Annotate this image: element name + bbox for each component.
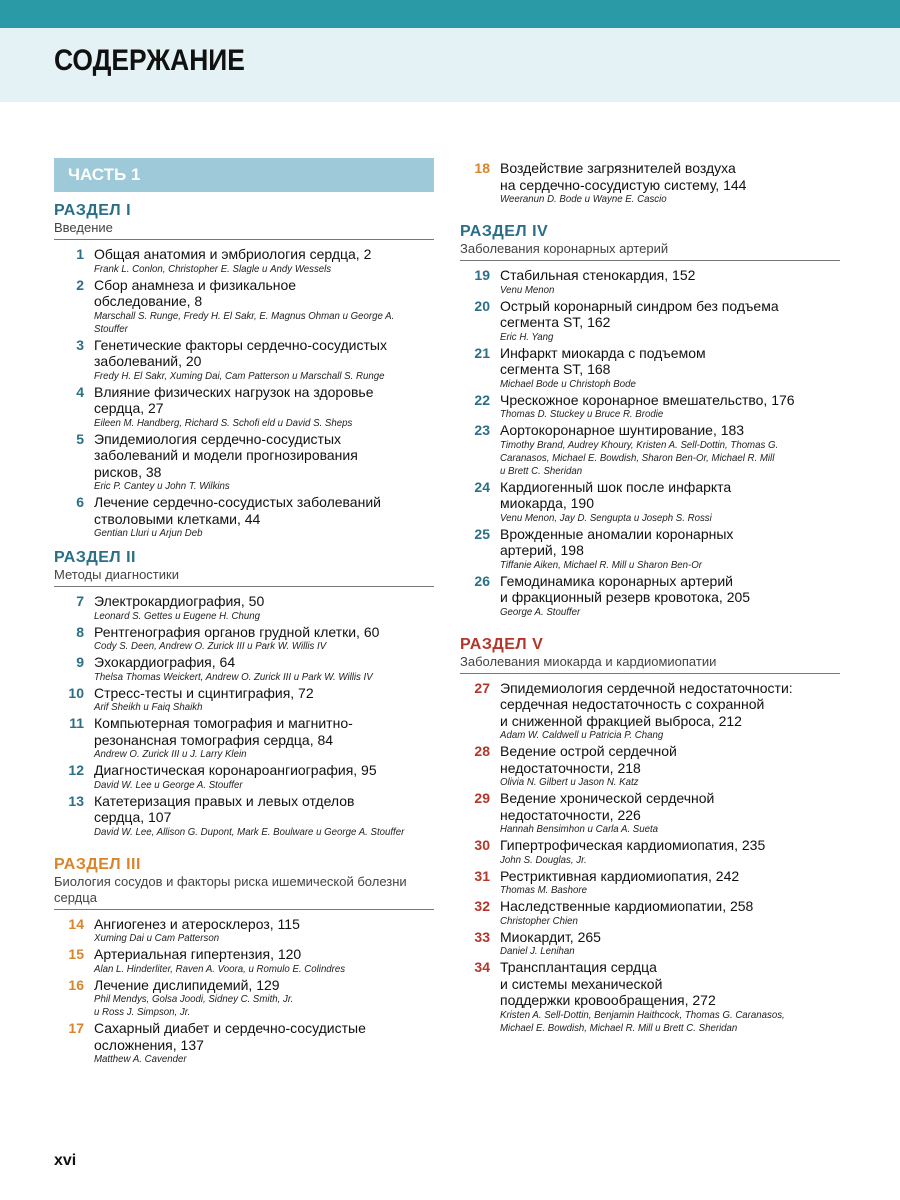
- chapter-entry: [460, 868, 840, 898]
- chapter-body: [94, 624, 434, 654]
- chapter-title: Эпидемиология сердечной недостаточности: сердечная недостаточность с сохранной и сниженной фракцией выброса, 212: [500, 679, 793, 729]
- chapter-body: [94, 793, 434, 839]
- chapter-title: Компьютерная томография и магнитно- резонансная томография сердца, 84: [94, 715, 353, 748]
- chapter-number: 24: [474, 478, 490, 495]
- chapter-body: [500, 298, 840, 344]
- chapter-entry: [460, 392, 840, 422]
- section-heading: РАЗДЕЛ IV: [460, 223, 549, 240]
- chapter-list: [460, 267, 840, 619]
- toc-left-column: [54, 158, 434, 1067]
- chapter-body: [500, 868, 840, 898]
- chapter-authors: Weeranun D. Bode и Wayne E. Cascio: [500, 193, 667, 205]
- chapter-authors: Daniel J. Lenihan: [500, 945, 575, 957]
- chapter-list: [54, 593, 434, 839]
- chapter-list: [54, 916, 434, 1067]
- chapter-number: 17: [68, 1020, 84, 1036]
- chapter-body: [500, 743, 840, 789]
- chapter-entry: [460, 929, 840, 959]
- chapter-title: Гемодинамика коронарных артерий и фракционный резерв кровотока, 205: [500, 572, 751, 605]
- chapter-body: [94, 337, 434, 383]
- chapter-entry: [54, 277, 434, 336]
- chapter-body: [94, 762, 434, 792]
- chapter-authors: Frank L. Conlon, Christopher E. Slagle и Andy Wessels: [94, 262, 332, 275]
- chapter-body: [500, 837, 840, 867]
- top-color-band: [0, 0, 900, 28]
- section-3-continued: [460, 160, 840, 206]
- chapter-authors: Thomas D. Stuckey и Bruce R. Brodie: [500, 408, 664, 420]
- chapter-title: Катетеризация правых и левых отделов сердца, 107: [94, 792, 355, 825]
- chapter-body: [500, 929, 840, 959]
- chapter-body: [94, 277, 434, 336]
- chapter-authors: Eileen M. Handberg, Richard S. Schofi eld и David S. Sheps: [94, 416, 353, 429]
- chapter-entry: [54, 593, 434, 623]
- chapter-authors: Venu Menon: [500, 283, 555, 296]
- chapter-entry: [54, 384, 434, 430]
- chapter-entry: [460, 479, 840, 525]
- chapter-number: 34: [474, 959, 490, 975]
- chapter-title: Воздействие загрязнителей воздуха на сердечно-сосудистую систему, 144: [500, 160, 747, 193]
- chapter-body: [500, 392, 840, 422]
- chapter-title: Ведение хронической сердечной недостаточности, 226: [500, 790, 715, 823]
- chapter-body: [500, 573, 840, 619]
- chapter-authors: Cody S. Deen, Andrew O. Zurick III и Park W. Willis IV: [94, 640, 327, 652]
- chapter-authors: Christopher Chien: [500, 914, 578, 927]
- chapter-entry: [54, 685, 434, 715]
- chapter-number: 6: [76, 494, 84, 510]
- chapter-entry: [460, 298, 840, 344]
- chapter-authors: Andrew O. Zurick III и J. Larry Klein: [94, 748, 247, 760]
- chapter-number: 2: [76, 276, 84, 293]
- chapter-entry: [460, 743, 840, 789]
- chapter-title: Инфаркт миокарда с подъемом сегмента ST, 168: [500, 344, 706, 377]
- chapter-body: [500, 422, 840, 478]
- chapter-body: [500, 160, 840, 206]
- chapter-body: [500, 345, 840, 391]
- chapter-title: Рестриктивная кардиомиопатия, 242: [500, 867, 740, 884]
- chapter-number: 31: [474, 867, 490, 884]
- chapter-title: Эпидемиология сердечно-сосудистых заболеваний и модели прогнозирования рисков, 38: [94, 430, 358, 480]
- chapter-number: 9: [76, 654, 84, 670]
- chapter-number: 33: [474, 928, 490, 945]
- chapter-list: [460, 160, 840, 206]
- chapter-title: Влияние физических нагрузок на здоровье сердца, 27: [94, 383, 374, 416]
- chapter-entry: [460, 526, 840, 572]
- chapter-body: [94, 1020, 434, 1066]
- chapter-body: [94, 685, 434, 715]
- chapter-title: Общая анатомия и эмбриология сердца, 2: [94, 246, 372, 262]
- chapter-title: Ведение острой сердечной недостаточности, 218: [500, 743, 677, 776]
- chapter-entry: [54, 916, 434, 946]
- chapter-authors: Arif Sheikh и Faiq Shaikh: [94, 701, 203, 713]
- chapter-body: [94, 715, 434, 761]
- chapter-number: 16: [68, 976, 84, 993]
- chapter-authors: Alan L. Hinderliter, Raven A. Voora, и Romulo E. Colindres: [94, 962, 346, 975]
- chapter-entry: [54, 762, 434, 792]
- chapter-body: [94, 977, 434, 1020]
- chapter-authors: Fredy H. El Sakr, Xuming Dai, Cam Patterson и Marschall S. Runge: [94, 369, 385, 382]
- chapter-title: Острый коронарный синдром без подъема сегмента ST, 162: [500, 297, 779, 330]
- part-banner: ЧАСТЬ 1: [54, 158, 434, 192]
- chapter-title: Диагностическая коронароангиография, 95: [94, 762, 377, 778]
- chapter-number: 14: [68, 915, 84, 932]
- chapter-title: Сахарный диабет и сердечно-сосудистые осложнения, 137: [94, 1020, 366, 1053]
- chapter-number: 30: [474, 837, 490, 853]
- chapter-number: 8: [76, 623, 84, 640]
- chapter-number: 32: [474, 898, 490, 914]
- chapter-body: [94, 916, 434, 946]
- chapter-title: Чрескожное коронарное вмешательство, 176: [500, 391, 795, 408]
- section-heading: РАЗДЕЛ V: [460, 635, 544, 653]
- chapter-title: Эхокардиография, 64: [94, 654, 236, 670]
- chapter-title: Лечение сердечно-сосудистых заболеваний стволовыми клетками, 44: [94, 494, 381, 527]
- section-subtitle: Методы диагностики: [54, 567, 434, 587]
- chapter-authors: Phil Mendys, Golsa Joodi, Sidney C. Smith, Jr. и Ross J. Simpson, Jr.: [94, 993, 294, 1018]
- chapter-authors: Michael Bode и Christoph Bode: [500, 377, 636, 390]
- chapter-authors: George A. Stouffer: [500, 605, 581, 618]
- chapter-body: [500, 790, 840, 836]
- chapter-body: [94, 384, 434, 430]
- chapter-entry: [460, 160, 840, 206]
- chapter-body: [94, 494, 434, 540]
- chapter-title: Гипертрофическая кардиомиопатия, 235: [500, 837, 766, 853]
- chapter-title: Трансплантация сердца и системы механической поддержки кровообращения, 272: [500, 959, 716, 1008]
- chapter-body: [500, 526, 840, 572]
- section-4: [460, 223, 840, 619]
- section-heading: РАЗДЕЛ II: [54, 549, 136, 566]
- chapter-entry: [54, 715, 434, 761]
- chapter-authors: Kristen A. Sell-Dottin, Benjamin Haithcock, Thomas G. Caranasos, Michael E. Bowdish, Michael R. Mill и Brett C. Sheridan: [500, 1008, 785, 1034]
- chapter-authors: Xuming Dai и Cam Patterson: [94, 932, 220, 944]
- chapter-body: [94, 946, 434, 976]
- chapter-title: Электрокардиография, 50: [94, 593, 265, 609]
- chapter-number: 7: [76, 593, 84, 609]
- chapter-number: 23: [474, 422, 490, 438]
- chapter-entry: [460, 422, 840, 478]
- chapter-number: 10: [68, 684, 84, 701]
- chapter-title: Сбор анамнеза и физикальное обследование, 8: [94, 276, 297, 309]
- chapter-authors: David W. Lee и George A. Stouffer: [94, 778, 243, 791]
- chapter-body: [500, 959, 840, 1035]
- chapter-authors: Thelsa Thomas Weickert, Andrew O. Zurick III и Park W. Willis IV: [94, 670, 373, 683]
- chapter-body: [500, 479, 840, 525]
- chapter-authors: Tiffanie Aiken, Michael R. Mill и Sharon Ben-Or: [500, 558, 702, 571]
- chapter-authors: Eric P. Cantey и John T. Wilkins: [94, 480, 230, 492]
- chapter-authors: Matthew A. Cavender: [94, 1053, 187, 1065]
- chapter-entry: [460, 898, 840, 928]
- chapter-authors: Hannah Bensimhon и Carla A. Sueta: [500, 823, 659, 835]
- chapter-body: [500, 898, 840, 928]
- chapter-entry: [460, 680, 840, 743]
- section-3: [54, 856, 434, 1067]
- chapter-authors: Eric H. Yang: [500, 330, 554, 343]
- chapter-number: 22: [474, 391, 490, 408]
- chapter-entry: [54, 977, 434, 1020]
- chapter-body: [500, 267, 840, 297]
- chapter-entry: [460, 959, 840, 1035]
- chapter-title: Кардиогенный шок после инфаркта миокарда, 190: [500, 478, 732, 511]
- chapter-authors: David W. Lee, Allison G. Dupont, Mark E. Boulware и George A. Stouffer: [94, 825, 405, 838]
- chapter-number: 25: [474, 525, 490, 542]
- chapter-body: [94, 431, 434, 494]
- section-1: [54, 202, 434, 540]
- section-heading: РАЗДЕЛ I: [54, 202, 132, 219]
- chapter-authors: Leonard S. Gettes и Eugene H. Chung: [94, 609, 260, 622]
- chapter-number: 18: [474, 160, 490, 176]
- chapter-authors: Thomas M. Bashore: [500, 884, 587, 896]
- chapter-list: [460, 680, 840, 1035]
- chapter-body: [94, 246, 434, 276]
- chapter-number: 4: [76, 383, 84, 400]
- section-heading: РАЗДЕЛ III: [54, 855, 141, 873]
- chapter-entry: [54, 624, 434, 654]
- page-number: xvi: [54, 1152, 77, 1169]
- section-subtitle: Заболевания миокарда и кардиомиопатии: [460, 654, 840, 674]
- chapter-number: 3: [76, 336, 84, 353]
- chapter-title: Стресс-тесты и сцинтиграфия, 72: [94, 684, 314, 701]
- chapter-title: Стабильная стенокардия, 152: [500, 267, 696, 283]
- chapter-entry: [54, 494, 434, 540]
- chapter-body: [500, 680, 840, 743]
- chapter-title: Рентгенография органов грудной клетки, 60: [94, 623, 380, 640]
- chapter-entry: [54, 946, 434, 976]
- chapter-authors: Adam W. Caldwell и Patricia P. Chang: [500, 729, 664, 741]
- chapter-authors: Olivia N. Gilbert и Jason N. Katz: [500, 776, 639, 788]
- chapter-authors: Venu Menon, Jay D. Sengupta и Joseph S. Rossi: [500, 511, 712, 524]
- chapter-number: 11: [69, 715, 84, 731]
- chapter-number: 1: [76, 246, 84, 262]
- chapter-number: 26: [474, 572, 490, 589]
- chapter-entry: [460, 790, 840, 836]
- chapter-title: Артериальная гипертензия, 120: [94, 946, 302, 962]
- chapter-title: Лечение дислипидемий, 129: [94, 976, 280, 993]
- chapter-entry: [54, 431, 434, 494]
- chapter-title: Ангиогенез и атеросклероз, 115: [94, 915, 300, 932]
- chapter-entry: [54, 1020, 434, 1066]
- section-subtitle: Введение: [54, 220, 434, 240]
- chapter-authors: Gentian Lluri и Arjun Deb: [94, 527, 203, 539]
- chapter-authors: John S. Douglas, Jr.: [500, 853, 587, 866]
- chapter-title: Аортокоронарное шунтирование, 183: [500, 422, 745, 438]
- chapter-number: 29: [474, 790, 490, 806]
- chapter-authors: Timothy Brand, Audrey Khoury, Kristen A. Sell-Dottin, Thomas G. Caranasos, Michael E. Bowdish, Sharon Ben-Or, Michael R. Mill и Brett C. Sheridan: [500, 438, 779, 477]
- chapter-authors: Marschall S. Runge, Fredy H. El Sakr, E. Magnus Ohman и George A. Stouffer: [94, 309, 395, 335]
- chapter-title: Миокардит, 265: [500, 928, 601, 945]
- page-title: СОДЕРЖАНИЕ: [54, 44, 245, 77]
- chapter-body: [94, 654, 434, 684]
- chapter-number: 28: [474, 743, 490, 759]
- chapter-number: 20: [474, 297, 490, 314]
- chapter-entry: [54, 793, 434, 839]
- chapter-entry: [54, 654, 434, 684]
- chapter-entry: [54, 337, 434, 383]
- chapter-entry: [460, 573, 840, 619]
- chapter-body: [94, 593, 434, 623]
- chapter-number: 5: [76, 430, 84, 447]
- section-subtitle: Заболевания коронарных артерий: [460, 241, 840, 261]
- chapter-number: 27: [474, 679, 490, 696]
- toc-right-column: [460, 160, 840, 1036]
- section-2: [54, 549, 434, 839]
- chapter-number: 12: [68, 762, 84, 778]
- chapter-title: Генетические факторы сердечно-сосудистых заболеваний, 20: [94, 336, 387, 369]
- chapter-title: Врожденные аномалии коронарных артерий, 198: [500, 525, 734, 558]
- chapter-title: Наследственные кардиомиопатии, 258: [500, 898, 754, 914]
- section-5: [460, 636, 840, 1035]
- chapter-entry: [54, 246, 434, 276]
- chapter-number: 19: [474, 267, 490, 283]
- chapter-entry: [460, 837, 840, 867]
- chapter-number: 13: [68, 792, 84, 809]
- chapter-list: [54, 246, 434, 540]
- chapter-number: 21: [474, 344, 490, 361]
- chapter-entry: [460, 267, 840, 297]
- chapter-entry: [460, 345, 840, 391]
- chapter-number: 15: [68, 946, 84, 962]
- section-subtitle: Биология сосудов и факторы риска ишемической болезни сердца: [54, 874, 434, 910]
